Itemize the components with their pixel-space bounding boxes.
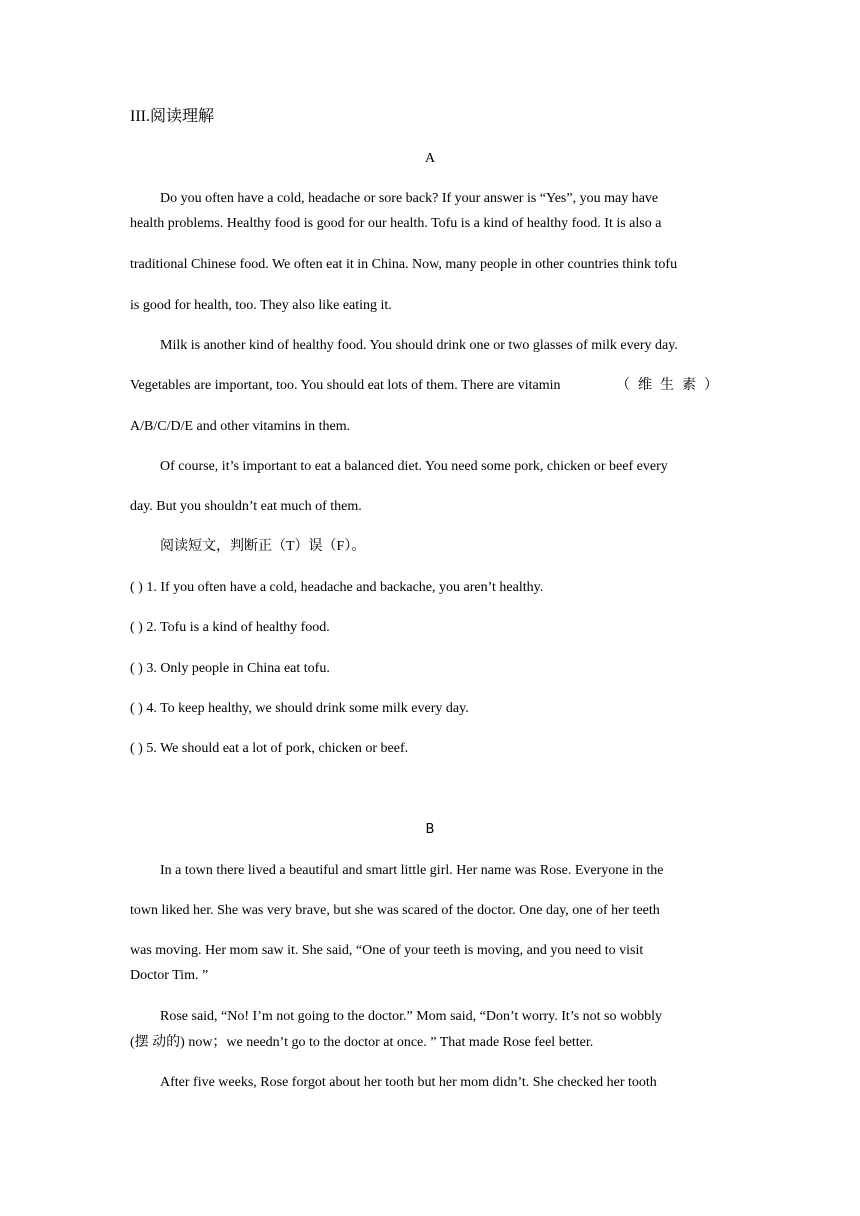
question-item: ( ) 5. We should eat a lot of pork, chicken or beef. xyxy=(130,741,409,756)
passage-a-line: Vegetables are important, too. You should eat lots of them. There are vitamin xyxy=(130,378,561,393)
question-item: ( ) 2. Tofu is a kind of healthy food. xyxy=(130,620,330,635)
passage-b-line: Rose said, “No! I’m not going to the doctor.” Mom said, “Don’t worry. It’s not so wobbly xyxy=(160,1009,662,1024)
passage-b-line: (摆 动的) now；we needn’t go to the doctor at once. ” That made Rose feel better. xyxy=(130,1035,594,1050)
passage-a-line: traditional Chinese food. We often eat it in China. Now, many people in other countries think tofu xyxy=(130,257,678,272)
vitamin-gloss: （维生素） xyxy=(616,378,726,393)
question-item: ( ) 1. If you often have a cold, headache and backache, you aren’t healthy. xyxy=(130,580,544,595)
passage-a-label: A xyxy=(424,151,436,166)
passage-b-line: town liked her. She was very brave, but she was scared of the doctor. One day, one of her teeth xyxy=(130,903,660,918)
question-item: ( ) 4. To keep healthy, we should drink some milk every day. xyxy=(130,701,469,716)
instruction: 阅读短文，判断正（T）误（F）。 xyxy=(160,539,366,554)
passage-b-line: Doctor Tim. ” xyxy=(130,968,209,983)
passage-a-line: Of course, it’s important to eat a balanced diet. You need some pork, chicken or beef every xyxy=(160,459,668,474)
passage-a-line: day. But you shouldn’t eat much of them. xyxy=(130,499,362,514)
passage-b-label: B xyxy=(425,822,435,837)
passage-b-line: In a town there lived a beautiful and smart little girl. Her name was Rose. Everyone in the xyxy=(160,863,664,878)
section-heading: III.阅读理解 xyxy=(130,108,214,125)
passage-b-line: After five weeks, Rose forgot about her tooth but her mom didn’t. She checked her tooth xyxy=(160,1075,657,1090)
question-item: ( ) 3. Only people in China eat tofu. xyxy=(130,661,330,676)
passage-a-line: is good for health, too. They also like eating it. xyxy=(130,298,392,313)
passage-a-line: health problems. Healthy food is good for our health. Tofu is a kind of healthy food. It is also a xyxy=(130,216,662,231)
passage-a-line: Do you often have a cold, headache or sore back? If your answer is “Yes”, you may have xyxy=(160,191,659,206)
passage-a-line: A/B/C/D/E and other vitamins in them. xyxy=(130,419,351,434)
passage-a-line-justified xyxy=(130,377,726,395)
passage-a-line: Milk is another kind of healthy food. You should drink one or two glasses of milk every day. xyxy=(160,338,678,353)
passage-b-line: was moving. Her mom saw it. She said, “One of your teeth is moving, and you need to visit xyxy=(130,943,644,958)
